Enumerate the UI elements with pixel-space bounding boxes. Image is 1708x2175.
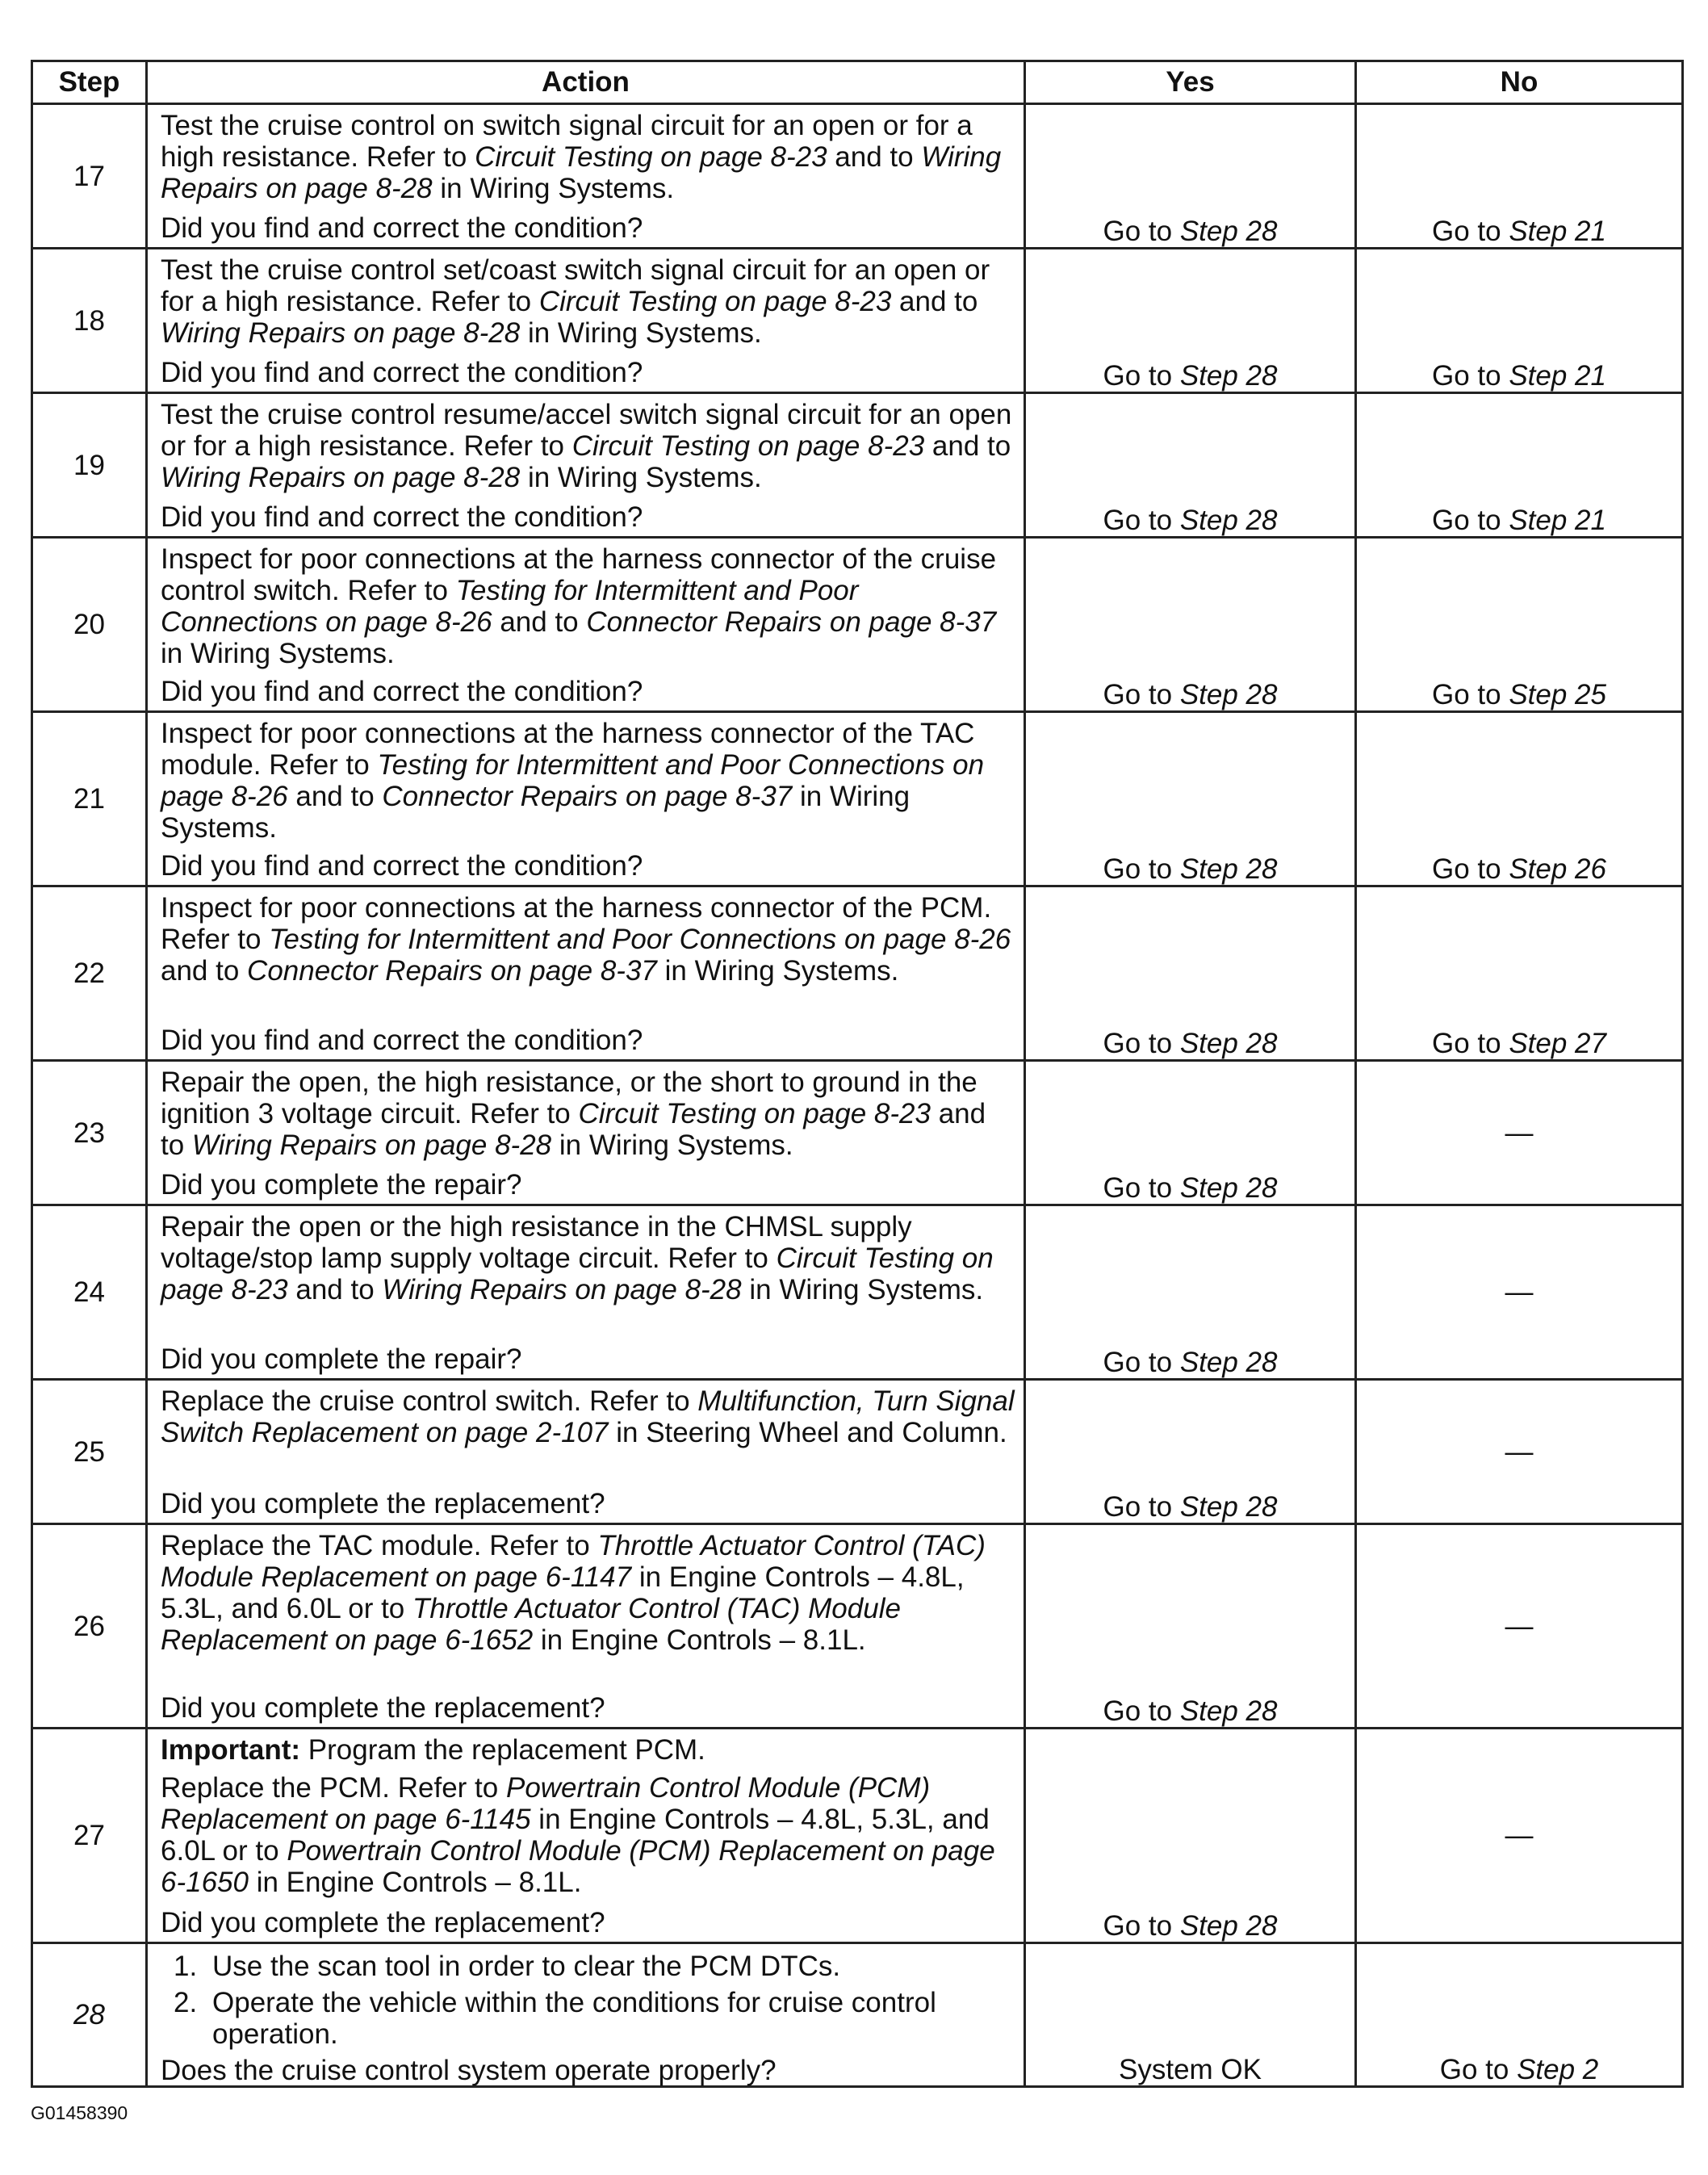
action-text-segment: and to [287, 1274, 383, 1305]
table-row [32, 1524, 1683, 1729]
action-cell [147, 249, 1025, 393]
action-question: Did you find and correct the condition? [161, 212, 643, 244]
important-label: Important: [161, 1734, 301, 1766]
reference-link[interactable]: Connector Repairs on page 8-37 [247, 955, 657, 987]
action-text-segment: in Wiring Systems. [432, 173, 675, 204]
no-step-link[interactable]: Step 21 [1509, 360, 1606, 392]
reference-link[interactable]: Testing for Intermittent and Poor Connections on page 8-26 [269, 924, 1011, 955]
action-text-segment: in Wiring Systems. [161, 781, 911, 844]
yes-prefix: Go to [1103, 1028, 1180, 1059]
yes-step-link[interactable]: Step 28 [1179, 1347, 1278, 1378]
step-number: 23 [32, 1061, 147, 1205]
action-cell [147, 104, 1025, 249]
step-number: 20 [32, 538, 147, 712]
yes-result [1025, 1524, 1356, 1729]
table-row [32, 886, 1683, 1061]
action-instructions [161, 892, 1015, 993]
yes-prefix: Go to [1103, 1172, 1180, 1204]
table-header-row [32, 61, 1683, 104]
action-instructions [161, 1067, 1015, 1167]
reference-link[interactable]: Connector Repairs on page 8-37 [586, 606, 997, 638]
action-text-segment: and to [161, 1098, 986, 1161]
action-question: Did you complete the replacement? [161, 1692, 605, 1724]
yes-prefix: Go to [1103, 679, 1180, 710]
yes-prefix: Go to [1103, 1347, 1180, 1378]
yes-result [1025, 1205, 1356, 1380]
action-text-segment: and to [287, 781, 383, 812]
step-number: 26 [32, 1524, 147, 1729]
no-result-dash: — [1356, 1524, 1683, 1729]
no-result [1356, 538, 1683, 712]
yes-prefix: Go to [1103, 360, 1180, 392]
table-row [32, 1205, 1683, 1380]
reference-link[interactable]: Wiring Repairs on page 8-28 [382, 1274, 742, 1305]
reference-link[interactable]: Powertrain Control Module (PCM) Replacement on page 6-1650 [161, 1835, 995, 1898]
yes-result [1025, 538, 1356, 712]
action-content [148, 539, 1024, 710]
action-question: Did you complete the repair? [161, 1169, 522, 1201]
action-text-segment: and to [827, 141, 922, 173]
reference-link[interactable]: Wiring Repairs on page 8-28 [161, 141, 1002, 204]
table-row [32, 1729, 1683, 1943]
yes-step-link[interactable]: Step 28 [1179, 679, 1278, 710]
step-number: 24 [32, 1205, 147, 1380]
yes-prefix: Go to [1103, 853, 1180, 885]
action-text-segment: Inspect for poor connections at the harness connector of the PCM. Refer to [161, 892, 992, 955]
reference-link[interactable]: Wiring Repairs on page 8-28 [161, 462, 521, 493]
no-result [1356, 249, 1683, 393]
action-text [161, 254, 1015, 349]
action-cell [147, 1943, 1025, 2087]
action-text [161, 1530, 1015, 1656]
yes-prefix: Go to [1103, 216, 1180, 247]
action-text-segment: Test the cruise control set/coast switch signal circuit for an open or for a high resistance. Refer to [161, 254, 990, 317]
figure-id: G01458390 [31, 2102, 128, 2123]
list-number: 2. [174, 1987, 198, 2018]
yes-prefix: Go to [1103, 1910, 1180, 1942]
action-text-segment: and to [924, 430, 1011, 462]
yes-step-link[interactable]: Step 28 [1179, 1172, 1278, 1204]
action-text [161, 1067, 1015, 1161]
yes-prefix: Go to [1103, 1695, 1180, 1727]
list-item [161, 1951, 1015, 1982]
action-text-segment: in Wiring Systems. [656, 955, 899, 987]
action-cell [147, 886, 1025, 1061]
table-row [32, 1943, 1683, 2087]
action-text-segment: in Wiring Systems. [741, 1274, 984, 1305]
yes-step-link[interactable]: Step 28 [1179, 1910, 1278, 1942]
no-prefix: Go to [1432, 679, 1509, 710]
table-row [32, 1061, 1683, 1205]
reference-link[interactable]: Testing for Intermittent and Poor Connections on page 8-26 [161, 749, 985, 812]
list-item [161, 1987, 1015, 2050]
reference-link[interactable]: Circuit Testing on page 8-23 [161, 1243, 994, 1305]
action-text [161, 110, 1015, 204]
action-question: Did you complete the repair? [161, 1343, 522, 1375]
header-step: Step [32, 61, 147, 104]
yes-step-link[interactable]: Step 28 [1179, 1028, 1278, 1059]
reference-link[interactable]: Circuit Testing on page 8-23 [578, 1098, 931, 1129]
action-text [161, 1385, 1015, 1448]
no-result-dash: — [1356, 1061, 1683, 1205]
reference-link[interactable]: Circuit Testing on page 8-23 [538, 286, 892, 317]
action-content [148, 887, 1024, 1059]
no-result [1356, 1943, 1683, 2087]
action-content [148, 1729, 1024, 1942]
action-question: Did you complete the replacement? [161, 1488, 605, 1519]
yes-prefix: System OK [1119, 2054, 1262, 2085]
action-instructions [161, 543, 1015, 676]
diagnostic-table [31, 60, 1684, 2088]
action-text [161, 1772, 1015, 1898]
action-text-segment: in Engine Controls – 4.8L, 5.3L, and 6.0L or to [161, 1804, 990, 1867]
action-content [148, 713, 1024, 885]
yes-step-link[interactable]: Step 28 [1179, 505, 1278, 536]
no-step-link[interactable]: Step 21 [1509, 505, 1606, 536]
yes-step-link[interactable]: Step 28 [1179, 216, 1278, 247]
yes-result [1025, 1380, 1356, 1524]
action-text-segment: in Engine Controls – 4.8L, 5.3L, and 6.0L or to [161, 1561, 965, 1624]
no-result-dash: — [1356, 1729, 1683, 1943]
no-step-link[interactable]: Step 2 [1517, 2054, 1599, 2085]
no-prefix: Go to [1432, 1028, 1509, 1059]
action-question: Did you find and correct the condition? [161, 501, 643, 533]
action-instructions [161, 1385, 1015, 1455]
no-result [1356, 712, 1683, 886]
yes-step-link[interactable]: Step 28 [1179, 360, 1278, 392]
table-row [32, 393, 1683, 538]
action-instructions [161, 399, 1015, 500]
action-text-segment: Replace the cruise control switch. Refer to [161, 1385, 698, 1417]
action-text [161, 892, 1015, 987]
action-instructions [161, 110, 1015, 211]
reference-link[interactable]: Testing for Intermittent and Poor Connections on page 8-26 [161, 575, 859, 638]
reference-link[interactable]: Throttle Actuator Control (TAC) Module Replacement on page 6-1652 [161, 1593, 901, 1656]
action-content [148, 1525, 1024, 1727]
step-number: 25 [32, 1380, 147, 1524]
no-result [1356, 886, 1683, 1061]
important-note [161, 1734, 1015, 1766]
reference-link[interactable]: Multifunction, Turn Signal Switch Replacement on page 2-107 [161, 1385, 1015, 1448]
no-result-dash: — [1356, 1205, 1683, 1380]
action-question: Does the cruise control system operate properly? [161, 2055, 777, 2086]
action-text-segment: and to [161, 955, 248, 987]
action-content [148, 1062, 1024, 1204]
action-question: Did you find and correct the condition? [161, 850, 643, 882]
no-prefix: Go to [1432, 505, 1509, 536]
action-text-segment: Inspect for poor connections at the harness connector of the TAC module. Refer to [161, 718, 975, 781]
action-question: Did you complete the replacement? [161, 1907, 605, 1938]
action-instructions [161, 718, 1015, 850]
reference-link[interactable]: Powertrain Control Module (PCM) Replacement on page 6-1145 [161, 1772, 931, 1835]
yes-result [1025, 104, 1356, 249]
action-text-segment: Replace the TAC module. Refer to [161, 1530, 598, 1561]
step-number: 19 [32, 393, 147, 538]
list-number: 1. [174, 1951, 198, 1982]
reference-link[interactable]: Wiring Repairs on page 8-28 [161, 317, 521, 349]
diagnostic-table-container [31, 60, 1681, 2088]
action-cell [147, 1380, 1025, 1524]
reference-link[interactable]: Throttle Actuator Control (TAC) Module Replacement on page 6-1147 [161, 1530, 986, 1593]
header-yes: Yes [1025, 61, 1356, 104]
action-question: Did you find and correct the condition? [161, 1025, 643, 1056]
table-row [32, 104, 1683, 249]
action-instructions [161, 254, 1015, 355]
action-text-segment: Replace the PCM. Refer to [161, 1772, 506, 1804]
header-no: No [1356, 61, 1683, 104]
action-text-segment: Test the cruise control on switch signal circuit for an open or for a high resistance. Refer to [161, 110, 973, 173]
table-body [32, 104, 1683, 2087]
action-text [161, 543, 1015, 669]
table-row [32, 712, 1683, 886]
list-text: Operate the vehicle within the conditions for cruise control operation. [212, 1987, 936, 2050]
no-step-link[interactable]: Step 27 [1509, 1028, 1606, 1059]
no-result-dash: — [1356, 1380, 1683, 1524]
reference-link[interactable]: Circuit Testing on page 8-23 [571, 430, 925, 462]
reference-link[interactable]: Connector Repairs on page 8-37 [382, 781, 793, 812]
no-step-link[interactable]: Step 26 [1509, 853, 1606, 885]
yes-prefix: Go to [1103, 505, 1180, 536]
action-question: Did you find and correct the condition? [161, 357, 643, 388]
action-text-segment: Test the cruise control resume/accel switch signal circuit for an open or for a high resistance. Refer to [161, 399, 1012, 462]
step-number: 27 [32, 1729, 147, 1943]
action-text-segment: Inspect for poor connections at the harness connector of the cruise control switch. Refer to [161, 543, 997, 606]
step-number: 17 [32, 104, 147, 249]
action-cell [147, 1061, 1025, 1205]
yes-step-link[interactable]: Step 28 [1179, 1491, 1278, 1523]
action-instructions [161, 1949, 1015, 2055]
action-cell [147, 1205, 1025, 1380]
action-text-segment: in Wiring Systems. [551, 1129, 793, 1161]
no-step-link[interactable]: Step 21 [1509, 216, 1606, 247]
table-row [32, 1380, 1683, 1524]
no-prefix: Go to [1432, 216, 1509, 247]
yes-result [1025, 1943, 1356, 2087]
action-text [161, 718, 1015, 844]
yes-result [1025, 886, 1356, 1061]
action-content [148, 1206, 1024, 1378]
table-row [32, 249, 1683, 393]
important-text: Program the replacement PCM. [300, 1734, 705, 1766]
action-content [148, 1944, 1024, 2085]
yes-result [1025, 393, 1356, 538]
yes-prefix: Go to [1103, 1491, 1180, 1523]
action-text-segment: in Wiring Systems. [520, 462, 762, 493]
action-text [161, 399, 1015, 493]
yes-result [1025, 1061, 1356, 1205]
action-cell [147, 712, 1025, 886]
step-number: 18 [32, 249, 147, 393]
no-step-link[interactable]: Step 25 [1509, 679, 1606, 710]
yes-result [1025, 712, 1356, 886]
no-result [1356, 393, 1683, 538]
yes-result [1025, 1729, 1356, 1943]
action-text-segment: in Wiring Systems. [161, 638, 395, 669]
no-result [1356, 104, 1683, 249]
step-number: 22 [32, 886, 147, 1061]
action-content [148, 394, 1024, 536]
action-content [148, 1381, 1024, 1523]
action-text-segment: and to [891, 286, 978, 317]
yes-step-link[interactable]: Step 28 [1179, 1695, 1278, 1727]
action-text-segment: in Steering Wheel and Column. [608, 1417, 1007, 1448]
step-number: 28 [32, 1943, 147, 2087]
action-text-segment: in Engine Controls – 8.1L. [248, 1867, 582, 1898]
action-instructions [161, 1530, 1015, 1662]
list-text: Use the scan tool in order to clear the PCM DTCs. [212, 1951, 841, 1982]
no-prefix: Go to [1439, 2054, 1518, 2085]
reference-link[interactable]: Circuit Testing on page 8-23 [475, 141, 827, 173]
action-question: Did you find and correct the condition? [161, 676, 643, 707]
action-content [148, 249, 1024, 392]
action-cell [147, 1729, 1025, 1943]
action-cell [147, 1524, 1025, 1729]
yes-step-link[interactable]: Step 28 [1179, 853, 1278, 885]
reference-link[interactable]: Wiring Repairs on page 8-28 [191, 1129, 552, 1161]
action-text-segment: in Wiring Systems. [520, 317, 762, 349]
table-row [32, 538, 1683, 712]
action-text-segment: Repair the open or the high resistance in the CHMSL supply voltage/stop lamp supply voltage circuit. Refer to [161, 1211, 912, 1274]
action-content [148, 105, 1024, 247]
action-instructions [161, 1734, 1015, 1905]
no-prefix: Go to [1432, 360, 1509, 392]
no-prefix: Go to [1432, 853, 1509, 885]
action-text-segment: Repair the open, the high resistance, or the short to ground in the ignition 3 voltage circuit. Refer to [161, 1067, 977, 1129]
step-number: 21 [32, 712, 147, 886]
action-text-segment: and to [492, 606, 587, 638]
action-instructions [161, 1211, 1015, 1312]
action-cell [147, 393, 1025, 538]
action-text [161, 1211, 1015, 1305]
header-action: Action [147, 61, 1025, 104]
action-text-segment: in Engine Controls – 8.1L. [533, 1624, 866, 1656]
yes-result [1025, 249, 1356, 393]
action-cell [147, 538, 1025, 712]
